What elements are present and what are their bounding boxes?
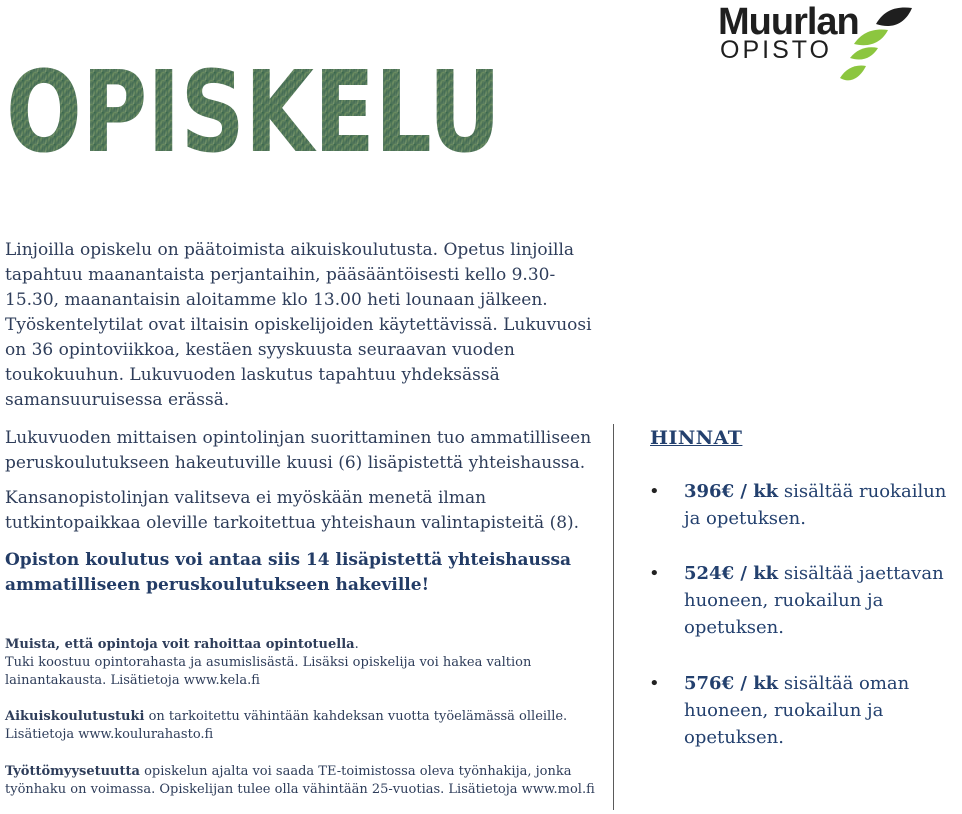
price-item <box>650 560 962 641</box>
adult-education-title: Aikuiskoulutustuki <box>5 709 145 724</box>
price-description: sisältää ruokailun ja opetuksen. <box>684 481 947 529</box>
column-divider <box>613 424 614 810</box>
price-description: sisältää oman huoneen, ruokailun ja opetuksen. <box>684 673 910 748</box>
prices-heading: HINNAT <box>650 427 743 449</box>
study-grant-text: Tuki koostuu opintorahasta ja asumislisästä. Lisäksi opiskelija voi hakea valtion lainantakausta. Lisätietoja www.kela.fi <box>5 655 532 688</box>
price-item <box>650 478 962 532</box>
unemployment-text: opiskelun ajalta voi saada TE-toimistossa oleva työnhakija, jonka työnhaku on voimassa. Opiskelijan tulee olla vähintään 25-vuotias. Lisätietoja www.mol.fi <box>5 764 595 797</box>
price-amount: 396€ / kk <box>684 481 779 502</box>
folk-high-school-paragraph: Kansanopistolinjan valitseva ei myöskään menetä ilman tutkintopaikkaa oleville tarkoitettua yhteishaun valintapisteitä (8). <box>5 488 580 533</box>
study-grant-note <box>5 636 595 690</box>
prices-panel <box>649 424 960 748</box>
unemployment-title: Työttömyysetuutta <box>5 764 140 779</box>
points-paragraph: Lukuvuoden mittaisen opintolinjan suorittaminen tuo ammatilliseen peruskoulutukseen hakeutuville kuusi (6) lisäpistettä yhteishaussa. <box>5 428 592 473</box>
adult-education-note <box>5 708 595 744</box>
page-title <box>6 48 506 178</box>
logo <box>714 0 914 92</box>
price-description: sisältää jaettavan huoneen, ruokailun ja opetuksen. <box>684 563 944 638</box>
svg-text:OPISKELU: OPISKELU <box>6 48 501 178</box>
study-grant-period: . <box>354 637 359 652</box>
bullet-icon: • <box>649 563 660 584</box>
adult-education-text: on tarkoitettu vähintään kahdeksan vuotta työelämässä olleille. Lisätietoja www.koulurahasto.fi <box>5 709 568 742</box>
bullet-icon: • <box>649 673 660 694</box>
bonus-points-paragraph: Opiston koulutus voi antaa siis 14 lisäpistettä yhteishaussa ammatilliseen peruskoulutukseen hakeville! <box>5 550 572 595</box>
logo-name: Muurlan <box>718 1 859 43</box>
logo-subname: OPISTO <box>720 36 833 64</box>
price-item <box>650 670 962 751</box>
study-grant-title: Muista, että opintoja voit rahoittaa opintotuella <box>5 637 355 652</box>
leaf-icon <box>814 2 914 92</box>
unemployment-note <box>5 763 595 799</box>
price-amount: 576€ / kk <box>684 673 779 694</box>
bullet-icon: • <box>649 481 660 502</box>
intro-text: Linjoilla opiskelu on päätoimista aikuiskoulutusta. Opetus linjoilla tapahtuu maanantaista perjantaihin, pääsääntöisesti kello 9.30-15.30, maanantaisin aloitamme klo 13.00 heti lounaan jälkeen. Työskentelytilat ovat iltaisin opiskelijoiden käytettävissä. Lukuvuosi on 36 opintoviikkoa, kestäen syyskuusta seuraavan vuoden toukokuuhun. Lukuvuoden laskutus tapahtuu yhdeksässä samansuuruisessa erässä. <box>5 240 592 410</box>
price-amount: 524€ / kk <box>684 563 779 584</box>
